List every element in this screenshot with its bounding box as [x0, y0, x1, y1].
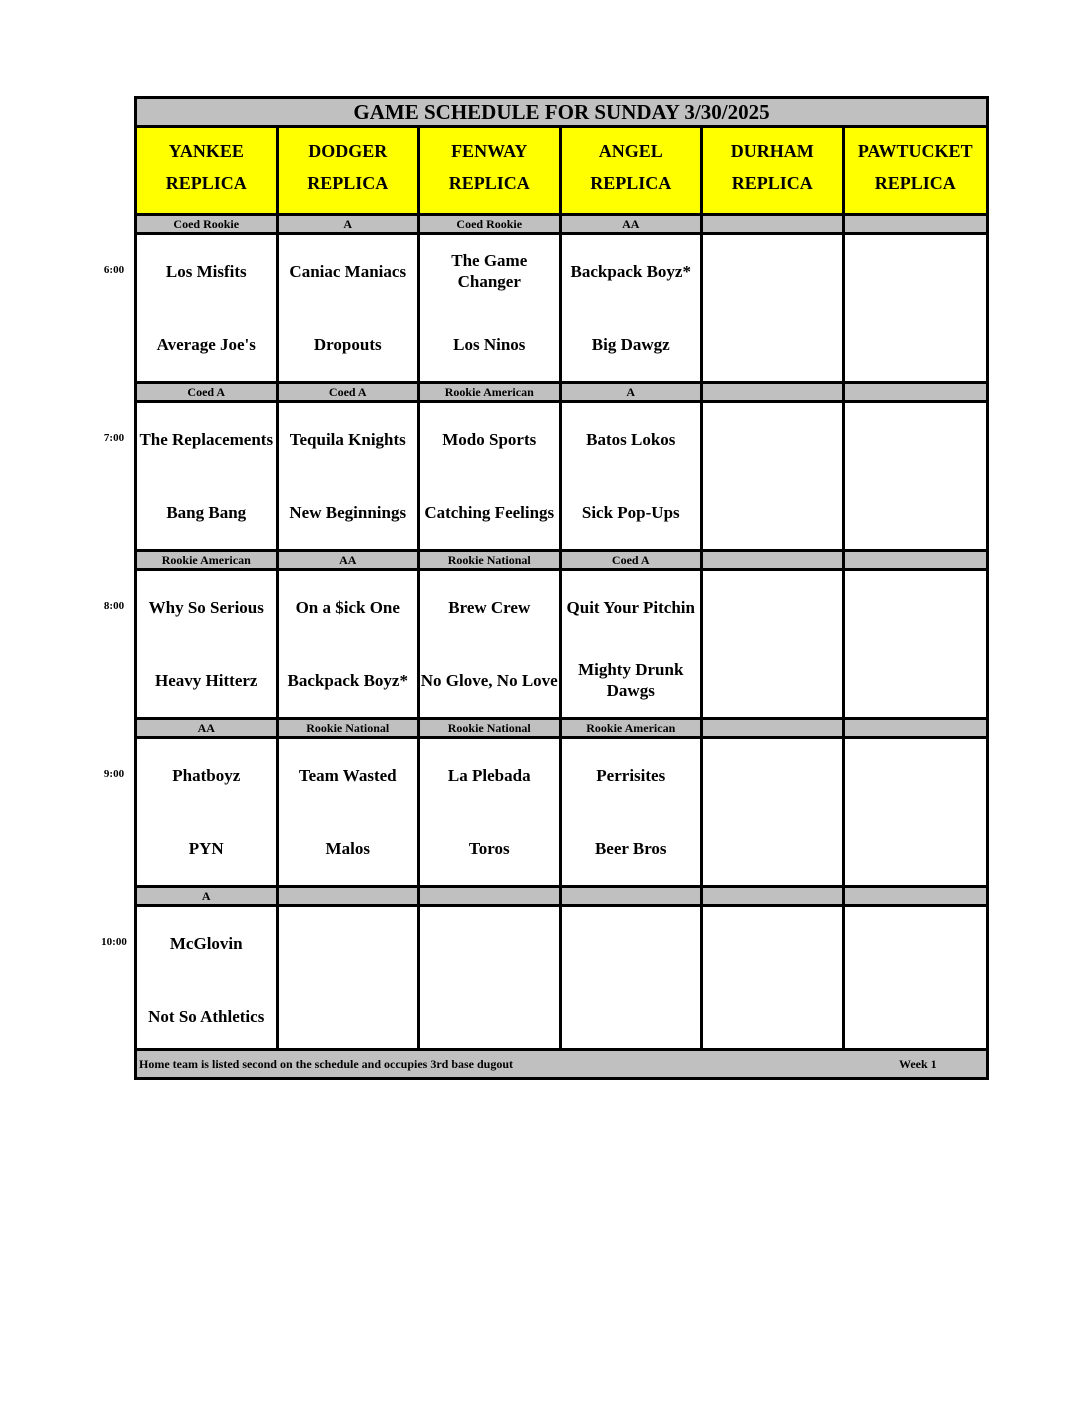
home-team: [562, 823, 701, 873]
home-team: [420, 655, 559, 705]
home-team: [420, 319, 559, 369]
away-team: [845, 750, 986, 800]
game-cell: [279, 235, 421, 381]
division-label: Rookie American: [137, 552, 279, 568]
division-label: Rookie National: [420, 720, 562, 736]
field-sub: REPLICA: [165, 173, 247, 193]
away-team: [562, 582, 701, 632]
division-row: [137, 213, 986, 235]
away-team: [703, 918, 842, 968]
field-name: ANGEL: [598, 141, 663, 161]
field-header-fenway: [420, 128, 562, 213]
away-team-name: The Game Changer: [451, 251, 528, 291]
division-label: Rookie National: [420, 552, 562, 568]
away-team-name: Team Wasted: [298, 765, 397, 785]
schedule-title: GAME SCHEDULE FOR SUNDAY 3/30/2025: [137, 99, 986, 128]
division-label: [845, 216, 986, 232]
away-team: [420, 414, 559, 464]
away-team-name: Backpack Boyz*: [570, 261, 691, 281]
home-team-name: No Glove, No Love: [420, 670, 558, 690]
away-team: [703, 246, 842, 296]
home-team-name: Beer Bros: [594, 838, 667, 858]
away-team: [137, 246, 276, 296]
home-team-name: Not So Athletics: [148, 1006, 265, 1026]
away-team: [562, 750, 701, 800]
division-label: [845, 888, 986, 904]
home-team-name: Toros: [468, 838, 510, 858]
division-label: Coed Rookie: [137, 216, 279, 232]
home-team: [420, 823, 559, 873]
home-team: [279, 991, 418, 1041]
home-team: [845, 319, 986, 369]
game-cell: [845, 739, 986, 885]
field-sub: REPLICA: [874, 173, 956, 193]
field-name: PAWTUCKET: [857, 141, 973, 161]
home-team: [420, 487, 559, 537]
away-team: [420, 918, 559, 968]
home-team: [279, 319, 418, 369]
field-header-dodger: [279, 128, 421, 213]
game-cell: [137, 907, 279, 1053]
schedule-footer: [137, 1048, 986, 1077]
home-team: [137, 655, 276, 705]
home-team-name: Los Ninos: [453, 334, 526, 354]
away-team: [703, 750, 842, 800]
away-team: [137, 414, 276, 464]
game-cell: [279, 739, 421, 885]
home-team: [562, 319, 701, 369]
time-label: 6:00: [103, 264, 125, 276]
away-team: [845, 246, 986, 296]
time-label: 8:00: [103, 600, 125, 612]
away-team-name: Why So Serious: [148, 597, 264, 617]
division-label: [279, 888, 421, 904]
away-team: [562, 918, 701, 968]
away-team: [703, 582, 842, 632]
home-team: [703, 487, 842, 537]
away-team-name: Caniac Maniacs: [289, 261, 407, 281]
division-row: [137, 717, 986, 739]
away-team-name: Quit Your Pitchin: [566, 597, 695, 617]
division-label: [845, 552, 986, 568]
game-row: [137, 907, 986, 1053]
home-team: [703, 655, 842, 705]
home-team: [845, 487, 986, 537]
home-team: [703, 991, 842, 1041]
game-cell: [562, 235, 704, 381]
away-team: [137, 750, 276, 800]
game-cell: [420, 235, 562, 381]
game-cell: [137, 403, 279, 549]
home-team: [845, 823, 986, 873]
away-team: [420, 582, 559, 632]
time-label: 9:00: [103, 768, 125, 780]
field-header-yankee: [137, 128, 279, 213]
division-label: [703, 384, 845, 400]
away-team-name: Los Misfits: [165, 261, 247, 281]
home-team: [279, 823, 418, 873]
away-team: [703, 414, 842, 464]
division-row: [137, 885, 986, 907]
game-row: [137, 739, 986, 885]
home-team-name: Heavy Hitterz: [155, 670, 258, 690]
field-name: YANKEE: [168, 141, 244, 161]
away-team-name: On a $ick One: [295, 597, 400, 617]
division-label: [845, 384, 986, 400]
away-team: [845, 582, 986, 632]
game-cell: [137, 571, 279, 717]
home-team: [845, 655, 986, 705]
game-cell: [137, 235, 279, 381]
game-row: [137, 235, 986, 381]
division-label: [562, 888, 704, 904]
home-team: [703, 823, 842, 873]
division-label: Coed A: [279, 384, 421, 400]
game-cell: [137, 739, 279, 885]
game-cell: [420, 907, 562, 1053]
home-team-name: Sick Pop-Ups: [581, 502, 680, 522]
game-cell: [845, 571, 986, 717]
away-team: [279, 414, 418, 464]
field-name: FENWAY: [451, 141, 528, 161]
away-team: [845, 414, 986, 464]
home-team-name: New Beginnings: [289, 502, 407, 522]
game-cell: [420, 403, 562, 549]
home-team-name: Backpack Boyz*: [287, 670, 408, 690]
away-team: [562, 246, 701, 296]
time-slot: [137, 717, 986, 885]
division-label: [703, 216, 845, 232]
away-team: [562, 414, 701, 464]
game-cell: [420, 571, 562, 717]
division-label: Coed A: [562, 552, 704, 568]
division-label: Rookie American: [420, 384, 562, 400]
field-sub: REPLICA: [731, 173, 813, 193]
time-slot: [137, 213, 986, 381]
time-slot: [137, 381, 986, 549]
field-name: DODGER: [308, 141, 388, 161]
away-team: [845, 918, 986, 968]
home-team-name: Mighty Drunk Dawgs: [578, 660, 684, 700]
home-team-note: Home team is listed second on the schedule and occupies 3rd base dugout: [139, 1057, 514, 1071]
field-header-durham: [703, 128, 845, 213]
away-team-name: Phatboyz: [172, 765, 241, 785]
away-team: [279, 582, 418, 632]
division-label: [703, 720, 845, 736]
division-label: [703, 888, 845, 904]
away-team-name: The Replacements: [139, 429, 274, 449]
home-team: [279, 487, 418, 537]
away-team-name: Brew Crew: [448, 597, 531, 617]
away-team-name: Tequila Knights: [289, 429, 406, 449]
division-label: Rookie National: [279, 720, 421, 736]
away-team: [279, 918, 418, 968]
division-row: [137, 549, 986, 571]
game-cell: [562, 403, 704, 549]
field-sub: REPLICA: [590, 173, 672, 193]
division-label: AA: [279, 552, 421, 568]
schedule-table: [134, 96, 989, 1080]
away-team: [137, 918, 276, 968]
game-row: [137, 403, 986, 549]
home-team: [562, 487, 701, 537]
week-label: Week 1: [899, 1057, 937, 1071]
home-team: [279, 655, 418, 705]
game-cell: [562, 571, 704, 717]
away-team: [279, 246, 418, 296]
game-cell: [845, 403, 986, 549]
field-sub: REPLICA: [307, 173, 389, 193]
game-cell: [703, 235, 845, 381]
away-team: [420, 750, 559, 800]
division-label: [703, 552, 845, 568]
division-label: [845, 720, 986, 736]
home-team: [137, 991, 276, 1041]
field-header-pawtucket: [845, 128, 986, 213]
home-team: [137, 487, 276, 537]
home-team-name: Malos: [325, 838, 370, 858]
away-team: [279, 750, 418, 800]
field-header-row: [137, 128, 986, 213]
home-team: [703, 319, 842, 369]
home-team-name: Dropouts: [313, 334, 382, 354]
division-label: A: [137, 888, 279, 904]
game-cell: [845, 235, 986, 381]
home-team: [562, 991, 701, 1041]
division-label: Coed Rookie: [420, 216, 562, 232]
away-team-name: Modo Sports: [442, 429, 537, 449]
division-label: AA: [562, 216, 704, 232]
home-team-name: PYN: [188, 838, 224, 858]
field-name: DURHAM: [730, 141, 814, 161]
time-slot: [137, 549, 986, 717]
home-team-name: Bang Bang: [166, 502, 247, 522]
field-header-angel: [562, 128, 704, 213]
time-label: 7:00: [103, 432, 125, 444]
away-team: [420, 246, 559, 296]
game-row: [137, 571, 986, 717]
game-cell: [279, 403, 421, 549]
time-slot: [137, 885, 986, 1053]
division-row: [137, 381, 986, 403]
game-cell: [845, 907, 986, 1053]
game-cell: [703, 739, 845, 885]
time-label: 10:00: [101, 936, 127, 948]
home-team: [137, 823, 276, 873]
division-label: Rookie American: [562, 720, 704, 736]
game-cell: [420, 739, 562, 885]
home-team: [420, 991, 559, 1041]
home-team: [137, 319, 276, 369]
division-label: AA: [137, 720, 279, 736]
game-cell: [562, 739, 704, 885]
division-label: [420, 888, 562, 904]
field-sub: REPLICA: [448, 173, 530, 193]
game-cell: [279, 571, 421, 717]
away-team-name: Batos Lokos: [586, 429, 676, 449]
game-cell: [703, 571, 845, 717]
away-team-name: McGlovin: [169, 933, 243, 953]
home-team: [845, 991, 986, 1041]
game-cell: [703, 907, 845, 1053]
home-team-name: Catching Feelings: [424, 502, 555, 522]
home-team-name: Big Dawgz: [591, 334, 670, 354]
game-cell: [703, 403, 845, 549]
division-label: A: [279, 216, 421, 232]
away-team-name: La Plebada: [447, 765, 531, 785]
away-team: [137, 582, 276, 632]
division-label: Coed A: [137, 384, 279, 400]
division-label: A: [562, 384, 704, 400]
game-cell: [279, 907, 421, 1053]
game-cell: [562, 907, 704, 1053]
away-team-name: Perrisites: [596, 765, 666, 785]
home-team: [562, 655, 701, 705]
home-team-name: Average Joe's: [156, 334, 256, 354]
